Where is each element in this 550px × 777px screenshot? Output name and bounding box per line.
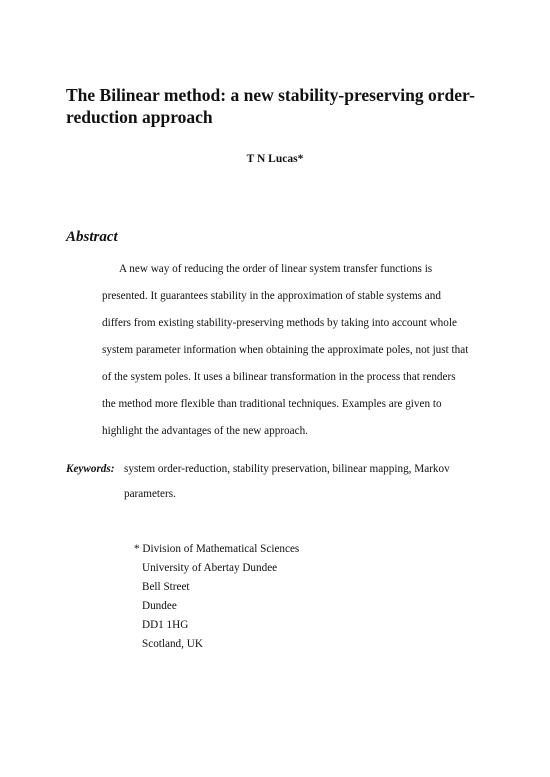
abstract-line: presented. It guarantees stability in the approximation of stable systems and	[102, 290, 441, 302]
abstract-line: A new way of reducing the order of linear system transfer functions is	[119, 263, 433, 275]
abstract-line: differs from existing stability-preserving methods by taking into account whole	[102, 317, 457, 329]
affiliation-line: University of Abertay Dundee	[142, 562, 278, 574]
abstract-line: the method more flexible than traditional techniques. Examples are given to	[102, 398, 442, 410]
affiliation-line: Bell Street	[142, 581, 190, 593]
affiliation-line: Dundee	[142, 600, 177, 612]
abstract-heading: Abstract	[66, 229, 118, 245]
title-line-2: reduction approach	[66, 107, 213, 127]
keywords-text-continued: parameters.	[124, 488, 176, 500]
abstract-line: highlight the advantages of the new approach.	[102, 425, 308, 437]
affiliation-line: Scotland, UK	[142, 638, 203, 650]
keywords-text: system order-reduction, stability preservation, bilinear mapping, Markov	[124, 463, 450, 475]
affiliation-line: * Division of Mathematical Sciences	[134, 543, 300, 555]
abstract-line: system parameter information when obtaining the approximate poles, not just that	[102, 344, 469, 356]
author-name: T N Lucas*	[246, 153, 304, 165]
keywords-label: Keywords:	[66, 463, 115, 475]
title-line-1: The Bilinear method: a new stability-preserving order-	[66, 85, 475, 105]
abstract-line: of the system poles. It uses a bilinear transformation in the process that renders	[102, 371, 456, 383]
affiliation-line: DD1 1HG	[142, 619, 189, 631]
